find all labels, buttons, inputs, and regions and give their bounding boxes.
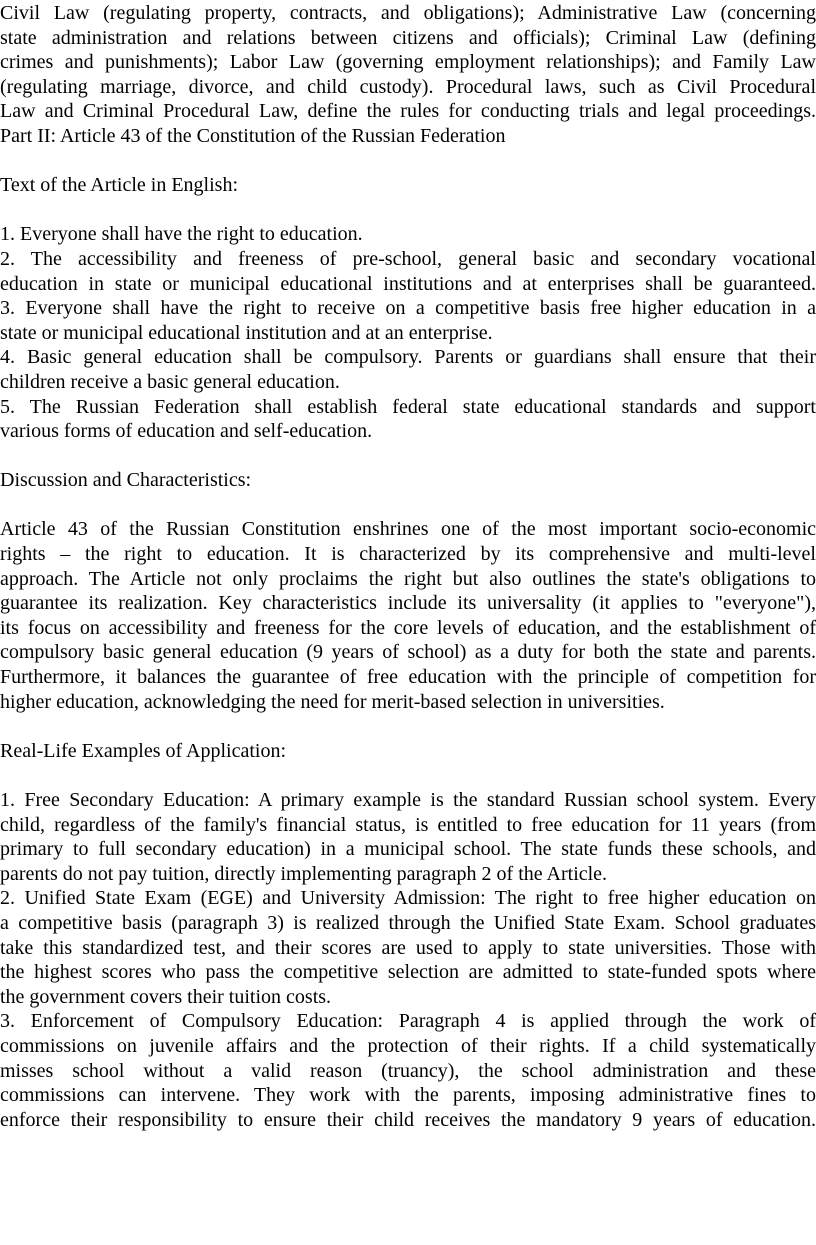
text-line: state administration and relations between citizens and officials); Criminal Law (defining [0,26,816,49]
blank-line [0,714,816,739]
text-line: 5. The Russian Federation shall establish federal state educational standards and support [0,395,816,418]
blank-line [0,198,816,223]
text-line: rights – the right to education. It is characterized by its comprehensive and multi-level [0,543,816,566]
text-line: 1. Free Secondary Education: A primary example is the standard Russian school system. Every [0,789,816,811]
text-line: the government covers their tuition costs. [0,985,332,1008]
text-line: education in state or municipal educational institutions and at enterprises shall be guaranteed. [0,272,816,295]
paragraph [0,886,816,1009]
text-line: higher education, acknowledging the need for merit-based selection in universities. [0,690,665,713]
text-line: guarantee its realization. Key characteristics include its universality (it applies to "everyone"), [0,592,816,615]
text-line: primary to full secondary education) in a municipal school. The state funds these schools, and [0,838,816,861]
text-line: enforce their responsibility to ensure their child receives the mandatory 9 years of education. [0,1108,816,1131]
text-line: commissions can intervene. They work with the parents, imposing administrative fines to [0,1084,816,1107]
paragraph [0,222,816,247]
blank-line [0,444,816,469]
text-line: 4. Basic general education shall be compulsory. Parents or guardians shall ensure that their [0,346,816,369]
blank-line [0,493,816,518]
text-line: state or municipal educational institution and at an enterprise. [0,321,493,344]
text-line: Law and Criminal Procedural Law, define the rules for conducting trials and legal proceedings. [0,100,816,123]
text-line: parents do not pay tuition, directly implementing paragraph 2 of the Article. [0,862,608,885]
text-line: Discussion and Characteristics: [0,469,252,492]
text-line: Civil Law (regulating property, contracts, and obligations); Administrative Law (concerning [0,2,816,24]
text-line: 3. Enforcement of Compulsory Education: Paragraph 4 is applied through the work of [0,1010,816,1033]
paragraph [0,173,816,198]
text-line: 3. Everyone shall have the right to receive on a competitive basis free higher education in a [0,297,816,320]
text-line: Text of the Article in English: [0,174,238,197]
paragraph [0,1009,816,1132]
blank-line [0,763,816,788]
paragraph [0,247,816,296]
text-line: commissions on juvenile affairs and the protection of their rights. If a child systematically [0,1034,816,1057]
paragraph [0,395,816,444]
text-line: crimes and punishments); Labor Law (governing employment relationships); and Family Law [0,51,816,74]
blank-line [0,149,816,174]
text-line: take this standardized test, and their scores are used to apply to state universities. Those with [0,936,816,959]
paragraph [0,124,816,149]
text-line: child, regardless of the family's financial status, is entitled to free education for 11 years (from [0,813,816,836]
paragraph [0,468,816,493]
text-line: 2. Unified State Exam (EGE) and University Admission: The right to free higher education on [0,887,816,910]
text-line: (regulating marriage, divorce, and child custody). Procedural laws, such as Civil Procedural [0,75,816,98]
text-line: approach. The Article not only proclaims the right but also outlines the state's obligations to [0,567,816,590]
text-line: its focus on accessibility and freeness for the core levels of education, and the establishment of [0,616,816,639]
text-line: 2. The accessibility and freeness of pre-school, general basic and secondary vocational [0,247,816,270]
paragraph [0,296,816,345]
text-line: 1. Everyone shall have the right to education. [0,223,363,246]
paragraph [0,1,816,124]
text-line: children receive a basic general education. [0,370,340,393]
document-body [0,1,816,1132]
text-line: Real-Life Examples of Application: [0,739,287,762]
text-line: Furthermore, it balances the guarantee of free education with the principle of competition for [0,666,816,689]
text-line: various forms of education and self-education. [0,420,373,443]
paragraph [0,517,816,714]
paragraph [0,739,816,764]
text-line: compulsory basic general education (9 years of school) as a duty for both the state and parents. [0,641,816,664]
text-line: the highest scores who pass the competitive selection are admitted to state-funded spots where [0,961,816,984]
text-line: a competitive basis (paragraph 3) is realized through the Unified State Exam. School graduates [0,911,816,934]
text-line: misses school without a valid reason (truancy), the school administration and these [0,1059,816,1082]
paragraph [0,345,816,394]
paragraph [0,788,816,886]
text-line: Article 43 of the Russian Constitution enshrines one of the most important socio-economic [0,518,816,541]
text-line: Part II: Article 43 of the Constitution of the Russian Federation [0,124,506,147]
